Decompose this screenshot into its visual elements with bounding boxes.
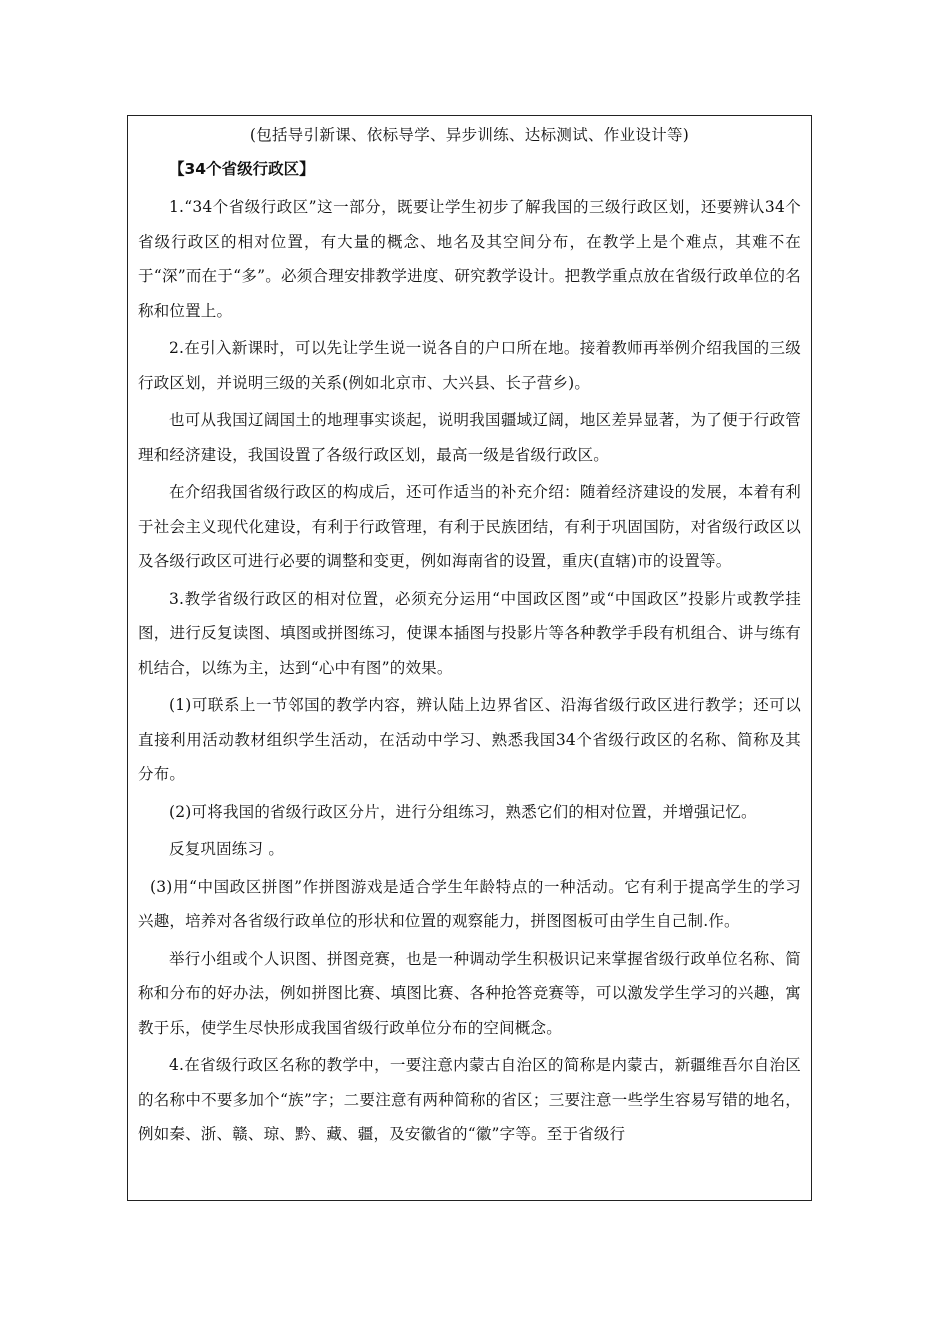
paragraph-6: (1)可联系上一节邻国的教学内容，辨认陆上边界省区、沿海省级行政区进行教学；还可以直接利用活动教材组织学生活动，在活动中学习、熟悉我国34个省级行政区的名称、简称及其分布。	[138, 696, 801, 783]
section-subtitle: (包括导引新课、依标导学、异步训练、达标测试、作业设计等)	[249, 126, 690, 144]
paragraph-11: 4.在省级行政区名称的教学中，一要注意内蒙古自治区的简称是内蒙古，新疆维吾尔自治区的名称中不要多加个“族”字；二要注意有两种简称的省区；三要注意一些学生容易写错的地名，例如秦、浙、赣、琼、黔、藏、疆，及安徽省的“徽”字等。至于省级行	[138, 1056, 801, 1143]
paragraph-8: 反复巩固练习 。	[169, 840, 285, 858]
paragraph-4: 在介绍我国省级行政区的构成后，还可作适当的补充介绍：随着经济建设的发展，本着有利于社会主义现代化建设，有利于行政管理，有利于民族团结，有利于巩固国防，对省级行政区以及各级行政区可进行必要的调整和变更，例如海南省的设置，重庆(直辖)市的设置等。	[138, 483, 801, 570]
paragraph-5: 3.教学省级行政区的相对位置，必须充分运用“中国政区图”或“中国政区”投影片或教学挂图，进行反复读图、填图或拼图练习，使课本插图与投影片等各种教学手段有机组合、讲与练有机结合，以练为主，达到“心中有图”的效果。	[138, 589, 801, 677]
paragraph-1: 1.“34个省级行政区”这一部分，既要让学生初步了解我国的三级行政区划，还要辨认34个省级行政区的相对位置，有大量的概念、地名及其空间分布，在教学上是个难点，其难不在于“深”而在于“多”。必须合理安排教学进度、研究教学设计。把教学重点放在省级行政单位的名称和位置上。	[138, 198, 801, 320]
paragraph-9: (3)用“中国政区拼图”作拼图游戏是适合学生年龄特点的一种活动。它有利于提高学生的学习兴趣，培养对各省级行政单位的形状和位置的观察能力，拼图图板可由学生自己制.作。	[138, 877, 801, 930]
paragraph-3: 也可从我国辽阔国土的地理事实谈起，说明我国疆域辽阔，地区差异显著，为了便于行政管理和经济建设，我国设置了各级行政区划，最高一级是省级行政区。	[138, 411, 801, 464]
document-body	[128, 116, 811, 1152]
paragraph-7: (2)可将我国的省级行政区分片，进行分组练习，熟悉它们的相对位置，并增强记忆。	[169, 802, 757, 821]
section-title: 【34个省级行政区】	[169, 160, 315, 178]
document-table-cell	[127, 115, 812, 1201]
paragraph-2: 2.在引入新课时，可以先让学生说一说各自的户口所在地。接着教师再举例介绍我国的三级行政区划，并说明三级的关系(例如北京市、大兴县、长子营乡)。	[138, 339, 801, 392]
paragraph-10: 举行小组或个人识图、拼图竞赛，也是一种调动学生积极识记来掌握省级行政单位名称、简称和分布的好办法，例如拼图比赛、填图比赛、各种抢答竞赛等，可以激发学生学习的兴趣，寓教于乐，使学生尽快形成我国省级行政单位分布的空间概念。	[138, 949, 801, 1037]
